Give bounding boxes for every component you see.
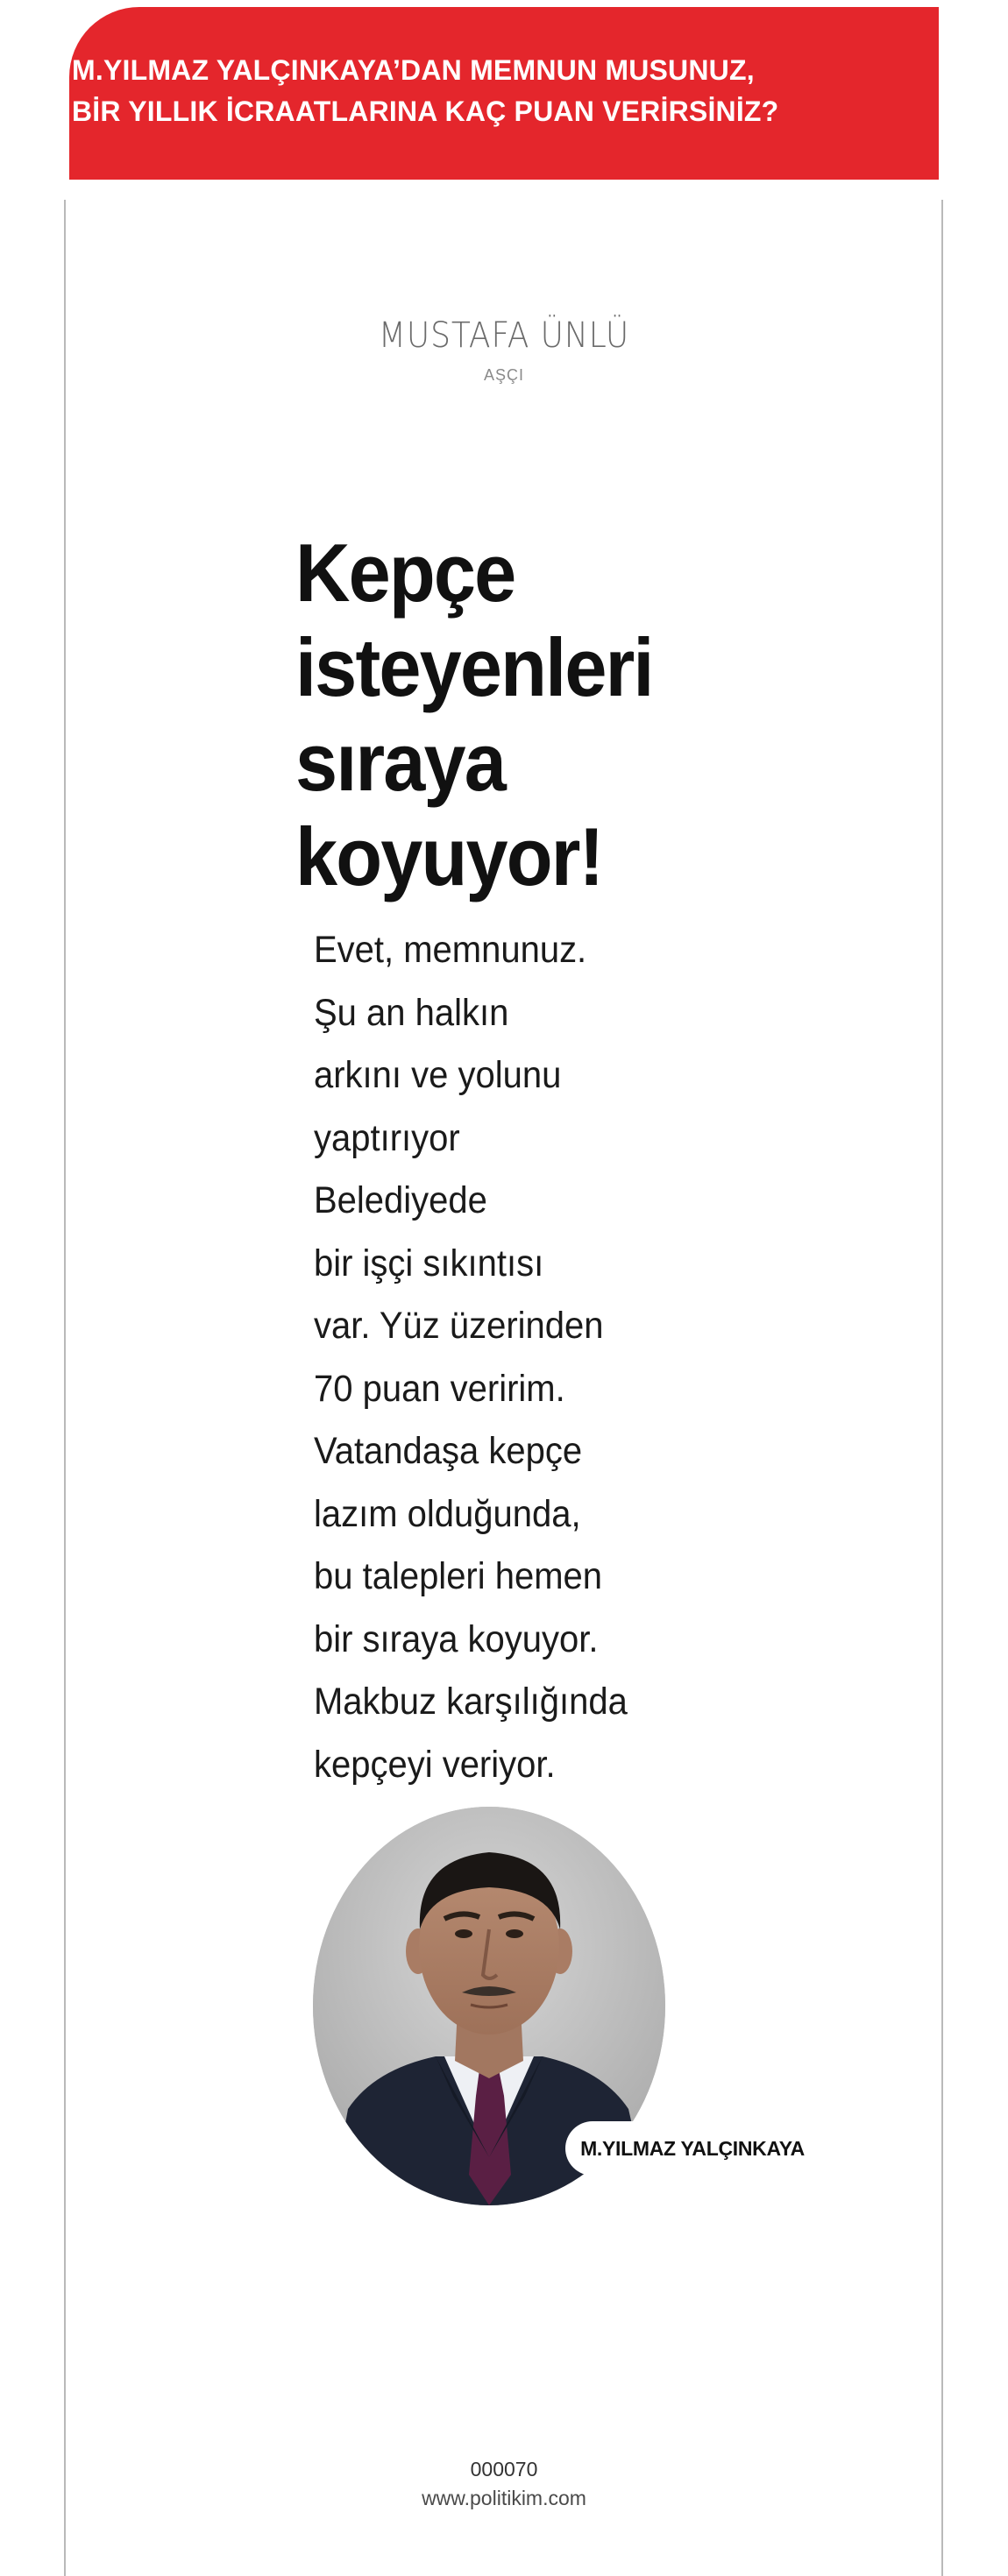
body-line: arkını ve yolunu: [314, 1054, 562, 1096]
body-quote: [314, 919, 721, 1796]
author-name: MUSTAFA ÜNLÜ: [378, 315, 630, 356]
body-line: Belediyede: [314, 1179, 487, 1221]
left-border-line: [64, 200, 66, 2576]
author-job: AŞÇI: [483, 366, 524, 384]
body-line: 70 puan veririm.: [314, 1367, 565, 1410]
body-line: Şu an halkın: [314, 991, 509, 1034]
headline-line: sıraya: [295, 716, 506, 808]
banner-line-2: BİR YILLIK İCRAATLARINA KAÇ PUAN VERİRSİNİZ?: [72, 96, 779, 127]
body-line: Makbuz karşılığında: [314, 1681, 628, 1723]
body-line: Evet, memnunuz.: [314, 929, 587, 971]
portrait-caption: [565, 2121, 820, 2176]
headline-line: koyuyor!: [295, 810, 603, 902]
body-line: kepçeyi veriyor.: [314, 1743, 556, 1786]
body-line: lazım olduğunda,: [314, 1492, 581, 1535]
body-line: var. Yüz üzerinden: [314, 1305, 604, 1347]
headline-line: Kepçe: [295, 527, 515, 619]
footer-code: 000070: [470, 2458, 538, 2480]
body-line: yaptırıyor: [314, 1116, 460, 1159]
footer-website-link[interactable]: www.politikim.com: [422, 2487, 586, 2509]
headline: [295, 526, 779, 904]
right-border-line: [941, 200, 943, 2576]
banner-line-1: M.YILMAZ YALÇINKAYA’DAN MEMNUN MUSUNUZ,: [72, 54, 755, 86]
body-line: bir sıraya koyuyor.: [314, 1617, 599, 1660]
body-line: Vatandaşa kepçe: [314, 1430, 583, 1472]
portrait-caption-text: M.YILMAZ YALÇINKAYA: [580, 2136, 805, 2160]
banner-question: [72, 50, 778, 132]
headline-line: isteyenleri: [295, 621, 653, 713]
body-line: bir işçi sıkıntısı: [314, 1242, 544, 1284]
body-line: bu talepleri hemen: [314, 1555, 603, 1597]
